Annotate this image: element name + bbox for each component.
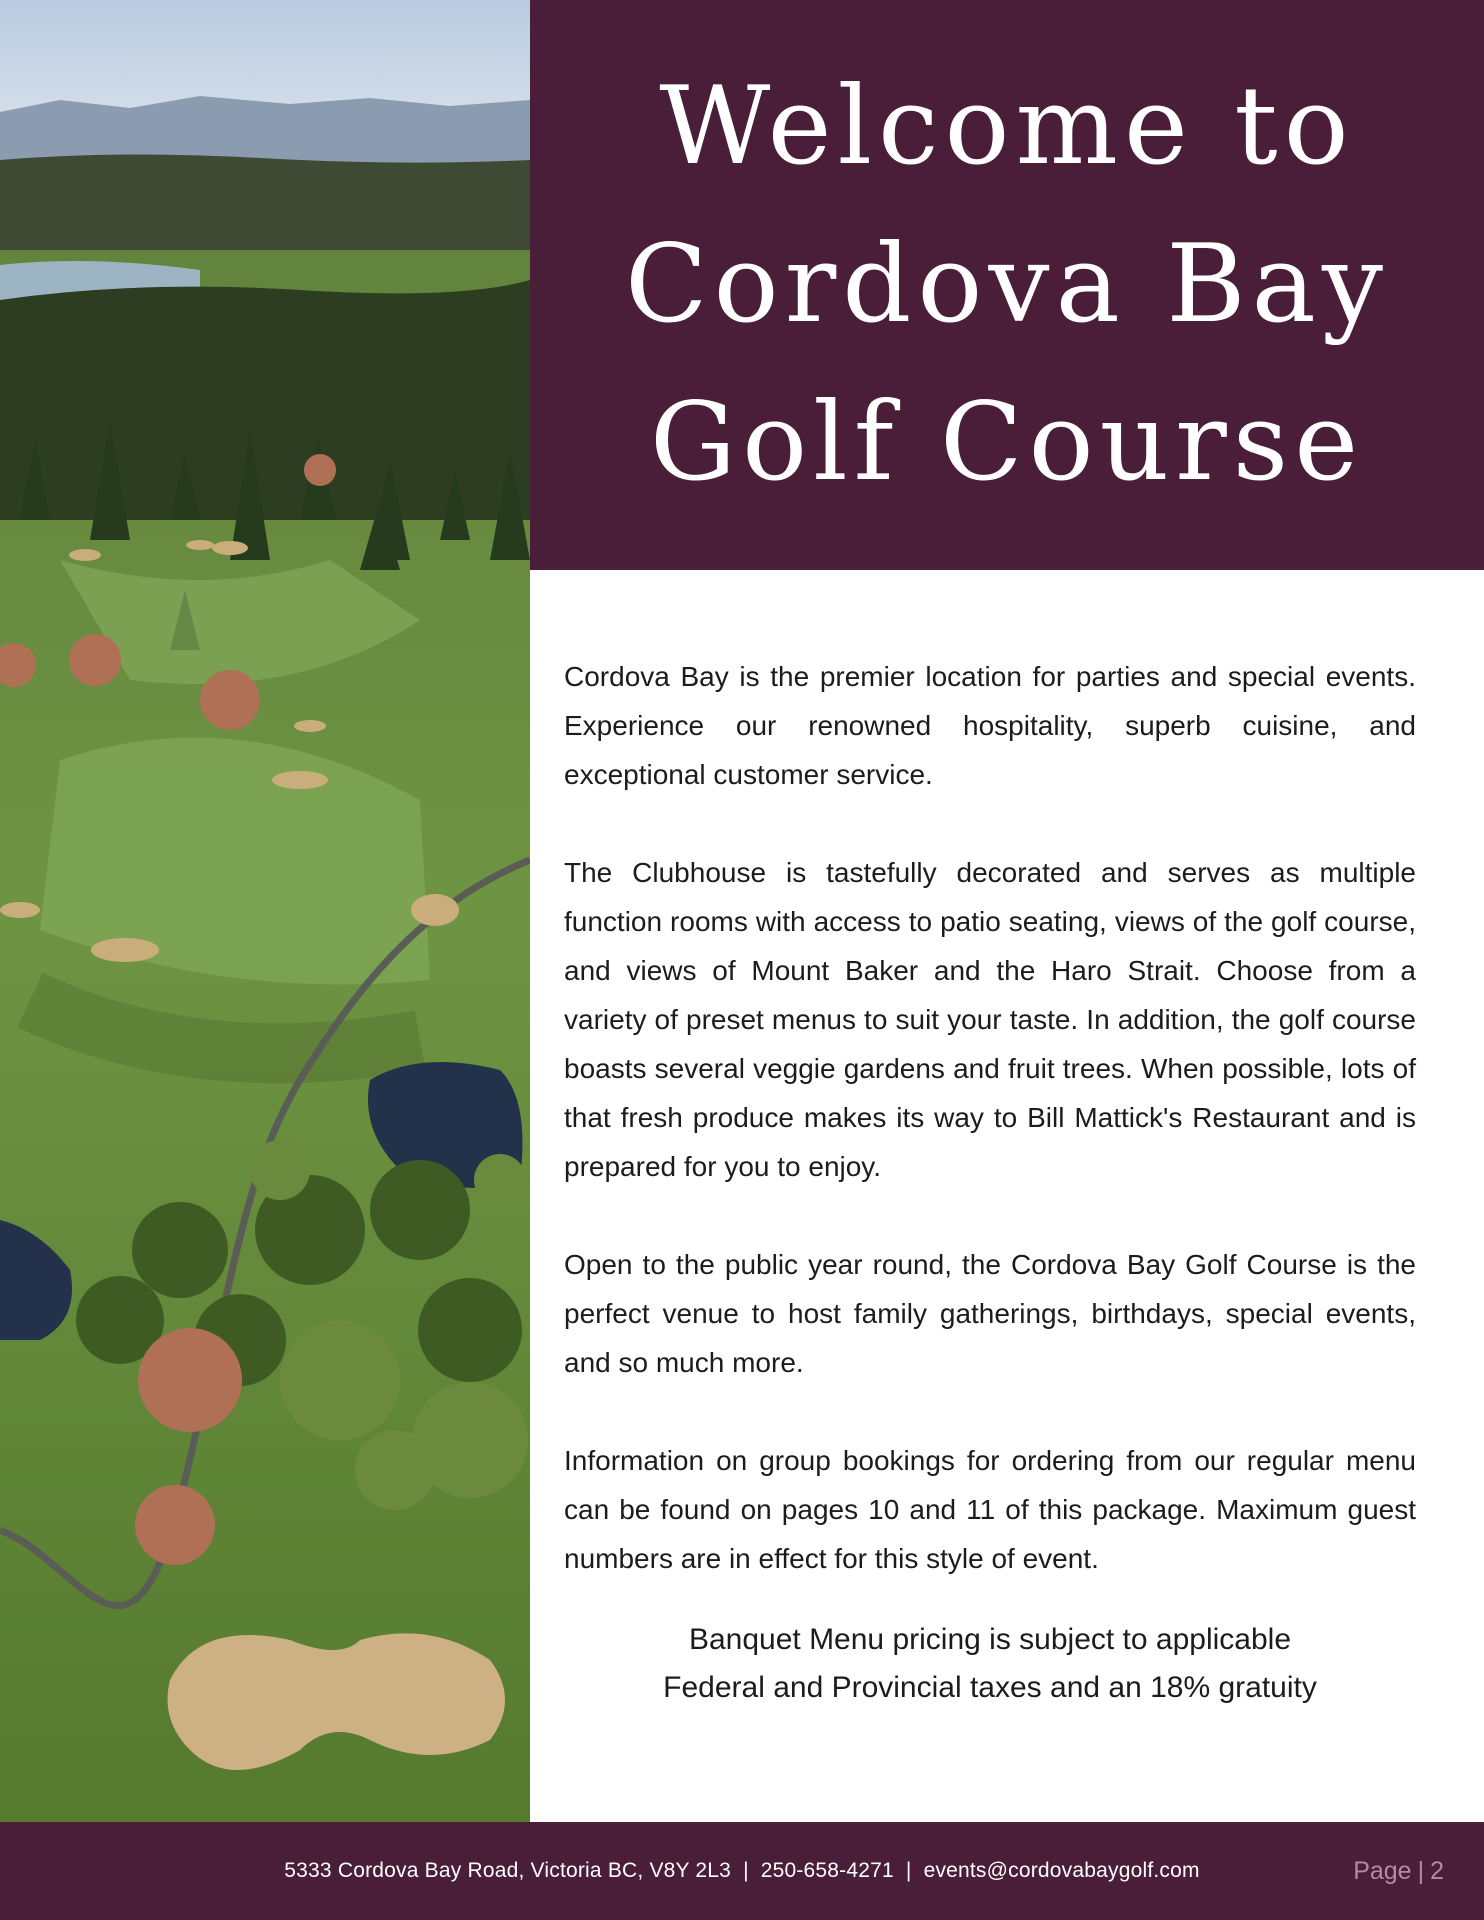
title-banner xyxy=(530,0,1484,570)
pricing-note-line-2: Federal and Provincial taxes and an 18% gratuity xyxy=(663,1671,1317,1704)
footer-address: 5333 Cordova Bay Road, Victoria BC, V8Y 2L3 xyxy=(284,1859,732,1882)
intro-body xyxy=(564,652,1416,1583)
pricing-note-line-1: Banquet Menu pricing is subject to applicable xyxy=(688,1623,1292,1656)
footer-contact xyxy=(0,1822,1484,1920)
title-line-1: Welcome to xyxy=(659,64,1355,189)
paragraph-clubhouse: The Clubhouse is tastefully decorated and serves as multiple function rooms with access to patio seating, views of the golf course, and views of Mount Baker and the Haro Strait. Choose from a variety of preset menus to suit your taste. In addition, the golf course boasts several veggie gardens and fruit trees. When possible, lots of that fresh produce makes its way to Bill Mattick's Restaurant and is prepared for you to enjoy. xyxy=(564,857,1416,1182)
paragraph-public-venue: Open to the public year round, the Cordova Bay Golf Course is the perfect venue to host family gatherings, birthdays, special events, and so much more. xyxy=(564,1249,1416,1378)
footer-phone: 250-658-4271 xyxy=(760,1859,894,1882)
footer-bar xyxy=(0,1822,1484,1920)
aerial-golf-course-photo xyxy=(0,0,530,1822)
footer-separator: | xyxy=(905,1859,912,1882)
title-line-3: Golf Course xyxy=(649,380,1365,505)
page-label: Page xyxy=(1353,1856,1412,1885)
paragraph-overview: Cordova Bay is the premier location for parties and special events. Experience our renowned hospitality, superb cuisine, and exceptional customer service. xyxy=(564,661,1416,790)
footer-separator: | xyxy=(743,1859,749,1882)
title-line-2: Cordova Bay xyxy=(625,222,1389,347)
pricing-note xyxy=(564,1616,1416,1712)
page-number: 2 xyxy=(1430,1856,1444,1885)
footer-email: events@cordovabaygolf.com xyxy=(923,1859,1200,1882)
page-separator: | xyxy=(1417,1856,1425,1885)
paragraph-group-bookings: Information on group bookings for ordering from our regular menu can be found on pages 10 and 11 of this package. Maximum guest numbers are in effect for this style of event. xyxy=(564,1445,1416,1574)
page-indicator xyxy=(1353,1822,1444,1920)
